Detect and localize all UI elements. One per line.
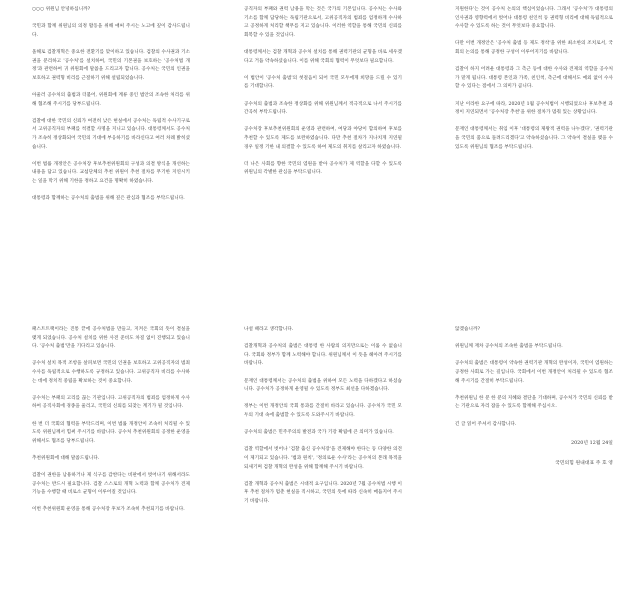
paragraph: 공수처는 부패의 고리를 끊는 기관입니다. 고위공직자의 범죄를 엄정하게 수사하여 공직사회에 경종을 울리고, 국민의 신뢰를 되찾는 계기가 될 것입니다. [32,395,190,410]
paragraph: 공수처의 출범은 대통령이 약속한 권력기관 개혁의 완성이자, 국민이 염원하는 공정한 사회로 가는 길입니다. 국회에서 이번 개정안이 처리될 수 있도록 협조해 주시기를 간절히 부탁드립니다. [455,361,613,384]
paragraph: 검찰에 대한 국민의 신뢰가 여전히 낮은 현실에서 공수처는 독립적 수사기구로서 고위공직자의 부패를 척결할 사명을 지니고 있습니다. 대통령께서도 공수처가 조속히 정상화되어 국민의 기대에 부응하기를 바라신다고 여러 차례 밝히셨습니다. [32,118,190,150]
closing-paragraphs [455,326,613,429]
paragraph: 추천위원회에 대해 말씀드립니다. [32,455,100,461]
paragraph: 추천위원님 한 분 한 분의 지혜와 결단을 기대하며, 공수처가 국민의 신뢰를 받는 기관으로 자리 잡을 수 있도록 함께해 주십시오. [455,395,613,410]
paragraph: 공직자의 부패와 권력 남용을 막는 것은 국가의 기본입니다. 공수처는 수사와 기소를 함께 담당하는 독립기관으로서, 고위공직자의 범죄를 엄정하게 수사하고 공정하게 처리할 책무를 지고 있습니다. 이러한 역할을 통해 국민의 신뢰를 회복할 수 있을 것입니다. [244,7,402,38]
letter-page1-column1 [32,6,190,268]
paragraph: 공수처의 출범과 조속한 정상화를 위해 위원님께서 적극적으로 나서 주시기를 간곡히 부탁드립니다. [244,101,402,116]
paragraph: 대통령께서는 검찰 개혁과 공수처 설치를 통해 권력기관의 균형을 바로 세우겠다고 거듭 약속하셨습니다. 이를 위해 국회의 협력이 무엇보다 필요합니다. [244,49,402,64]
paragraph: 한 번 더 국회의 협력을 부탁드리며, 이번 법률 개정안이 조속히 처리될 수 있도록 위원님께서 힘써 주시기를 바랍니다. 공수처 추천위원회의 공정한 운영을 위해서도 협조를 당부드립니다. [32,421,190,444]
paragraph: 않겠습니까? [455,327,480,332]
letter-page2-column1 [32,326,190,600]
paragraph: 올해로 검찰개혁은 중요한 전환기를 맞이하고 있습니다. 검찰의 수사권과 기소권을 분리하고 '공수처'를 설치하여, 국민의 기본권을 보호하는 '공수처법 개정'과 관련하여 귀 위원회에 말씀을 드리고자 합니다. 공수처는 국민의 인권을 보호하고 권력형 비리를 근절하기 위해 설립되었습니다. [32,49,190,81]
paragraph: 공수처장 후보추천위원회의 운영과 관련하여, 여당과 야당이 합의하여 후보를 추천할 수 있도록 제도를 보완하였습니다. 다만 추천 절차가 지나치게 지연될 경우 일정 기한 내 의결할 수 있도록 하여 제도의 취지를 살리고자 하였습니다. [244,127,402,150]
paragraph: ○○○ 위원님 안녕하십니까? [32,7,91,12]
paragraph: 지난 이라한 요구에 따라, 2020년 1월 공수처법이 시행되었으나 후보추천 과정이 지연되면서 '공수처장 추천'을 위한 절차가 멈춰 있는 상황입니다. [455,101,613,116]
paragraph: 검찰 개혁과 공수처 출범은 시대적 요구입니다. 2020년 7월 공수처법 시행 이후 추천 절차가 멈춘 현실을 직시하고, 국민의 뜻에 따라 신속히 매듭지어 주시기 바랍니다. [244,481,402,504]
letter-page2-column2 [244,326,402,600]
paragraph: 문재인 대통령께서는 공수처의 출범을 위하여 모든 노력을 다하겠다고 하셨습니다. 공수처가 공정하게 운영될 수 있도록 정부도 최선을 다하겠습니다. [244,378,402,393]
paragraph: 문재인 대통령께서는 취임 이후 '대통령의 제왕적 권력을 나누겠다', '권력기관을 국민의 품으로 돌려드리겠다'고 약속하셨습니다. 그 약속이 결실을 맺을 수 있도록 위원님의 협조를 부탁드립니다. [455,127,613,150]
paragraph: 나설 때라고 생각합니다. [244,327,294,332]
paragraph: 아울러 공수처의 출범과 더불어, 위원회에 계류 중인 법안의 조속한 처리를 위해 협조해 주시기를 당부드립니다. [32,92,190,107]
paragraph: 이번 법률 개정안은 공수처장 후보추천위원회의 구성과 의결 방식을 개선하는 내용을 담고 있습니다. 교섭단체의 추천 위원이 추천 절차를 무기한 지연시키는 일을 막기 위해 기한을 정하고 요건을 명확히 하였습니다. [32,161,190,184]
letter-page1-column2 [244,6,402,272]
paragraph: 공수처 설치 목적 조항을 살펴보면 국민의 인권을 보호하고 고위공직자의 범죄 수사를 독립적으로 수행하도록 규정하고 있습니다. 고위공직자 비리를 수사하는 데에 정치적 중립을 확보하는 것이 중요합니다. [32,361,190,384]
letter-page2-column3 [455,326,613,600]
paragraph: 긴 글 읽어 주셔서 감사합니다. [455,421,517,427]
paragraph: 국민과 함께 위원님의 의정 활동을 위해 애써 주시는 노고에 깊이 감사드립니다. [32,24,190,38]
paragraph: 검찰개혁과 공수처의 출범은 대통령 한 사람의 의지만으로는 이룰 수 없습니다. 국회와 정부가 함께 노력해야 합니다. 위원님께서 이 뜻을 헤아려 주시기를 바랍니다. [244,344,402,367]
paragraph: 대통령과 함께하는 공수처의 출범을 위해 깊은 관심과 협조를 부탁드립니다. [32,196,185,202]
paragraph: 더 나은 사회를 향한 국민의 염원을 받아 공수처가 제 역할을 다할 수 있도록 위원님의 각별한 관심을 부탁드립니다. [244,161,402,176]
paragraph: 다만 이번 개정안은 '공수처 출범 등 제도 정착'을 위한 최소한의 조치로서, 국회의 논의를 통해 공정한 구성이 이루어지기를 바랍니다. [455,41,613,55]
paragraph: 정부는 이번 개정안의 국회 통과를 간절히 바라고 있습니다. 공수처가 국민 모두의 기대 속에 출범할 수 있도록 도와주시기 바랍니다. [244,404,402,418]
paragraph: 이 법안이 '공수처 출범'의 첫걸음이 되어 국민 모두에게 희망을 드릴 수 있기를 기대합니다. [244,75,402,90]
paragraph: 지원한다'는 것이 공수처 논의의 핵심이었습니다. 그래서 '공수처'가 대통령의 인사권과 영향력에서 벗어나 대통령 친인척 등 권력형 비리에 대해 독립적으로 수사할 수 있도록 하는 것이 무엇보다 중요합니다. [455,7,613,30]
paragraph: 패스트트랙이라는 진통 끝에 공수처법을 만들고, 지켜온 국회의 뜻이 결실을 맺게 되었습니다. 공수처 설치를 위한 사전 준비도 차질 없이 진행되고 있습니다. '공수처 출범'만을 기다리고 있습니다. [32,327,190,350]
paragraph: 위원님께 재차 공수처의 조속한 출범을 부탁드립니다. [455,344,563,350]
signature-date: 2020년 12월 24일 [570,440,613,446]
paragraph: 이번 추천위원회 운영을 통해 공수처장 후보가 조속히 추천되기를 바랍니다. [32,507,185,513]
signature-name: 국민의힘 원내대표 주 호 영 [555,461,613,467]
letter-page1-column3 [455,6,613,268]
paragraph: 공수처의 출범은 민주주의의 발전과 국가 기강 확립에 큰 의미가 있습니다. [244,430,394,436]
paragraph: 검찰이 권한을 남용하거나 제 식구를 감싼다는 비판에서 벗어나기 위해서라도 공수처는 반드시 필요합니다. 검찰 스스로의 개혁 노력과 함께 공수처가 견제 기능을 수행할 때 비로소 균형이 이루어질 것입니다. [32,473,190,496]
paragraph: 검찰 역할에서 벗어나 '검찰 출신 공수처장'을 견제해야 한다는 등 다양한 의견이 제기되고 있습니다. '법과 원칙', '정의로운 수사'라는 공수처의 본래 목적을 되새기며 검찰 개혁의 완성을 위해 함께해 주시기 바랍니다. [244,447,402,470]
paragraph: 검찰이 하지 어려운 대통령과 그 측근 등에 대한 수사와 견제의 역할을 공수처가 맡게 됩니다. 대통령 본인과 가족, 친인척, 측근에 대해서도 예외 없이 수사할 수 있다는 점에서 그 의미가 큽니다. [455,67,613,90]
